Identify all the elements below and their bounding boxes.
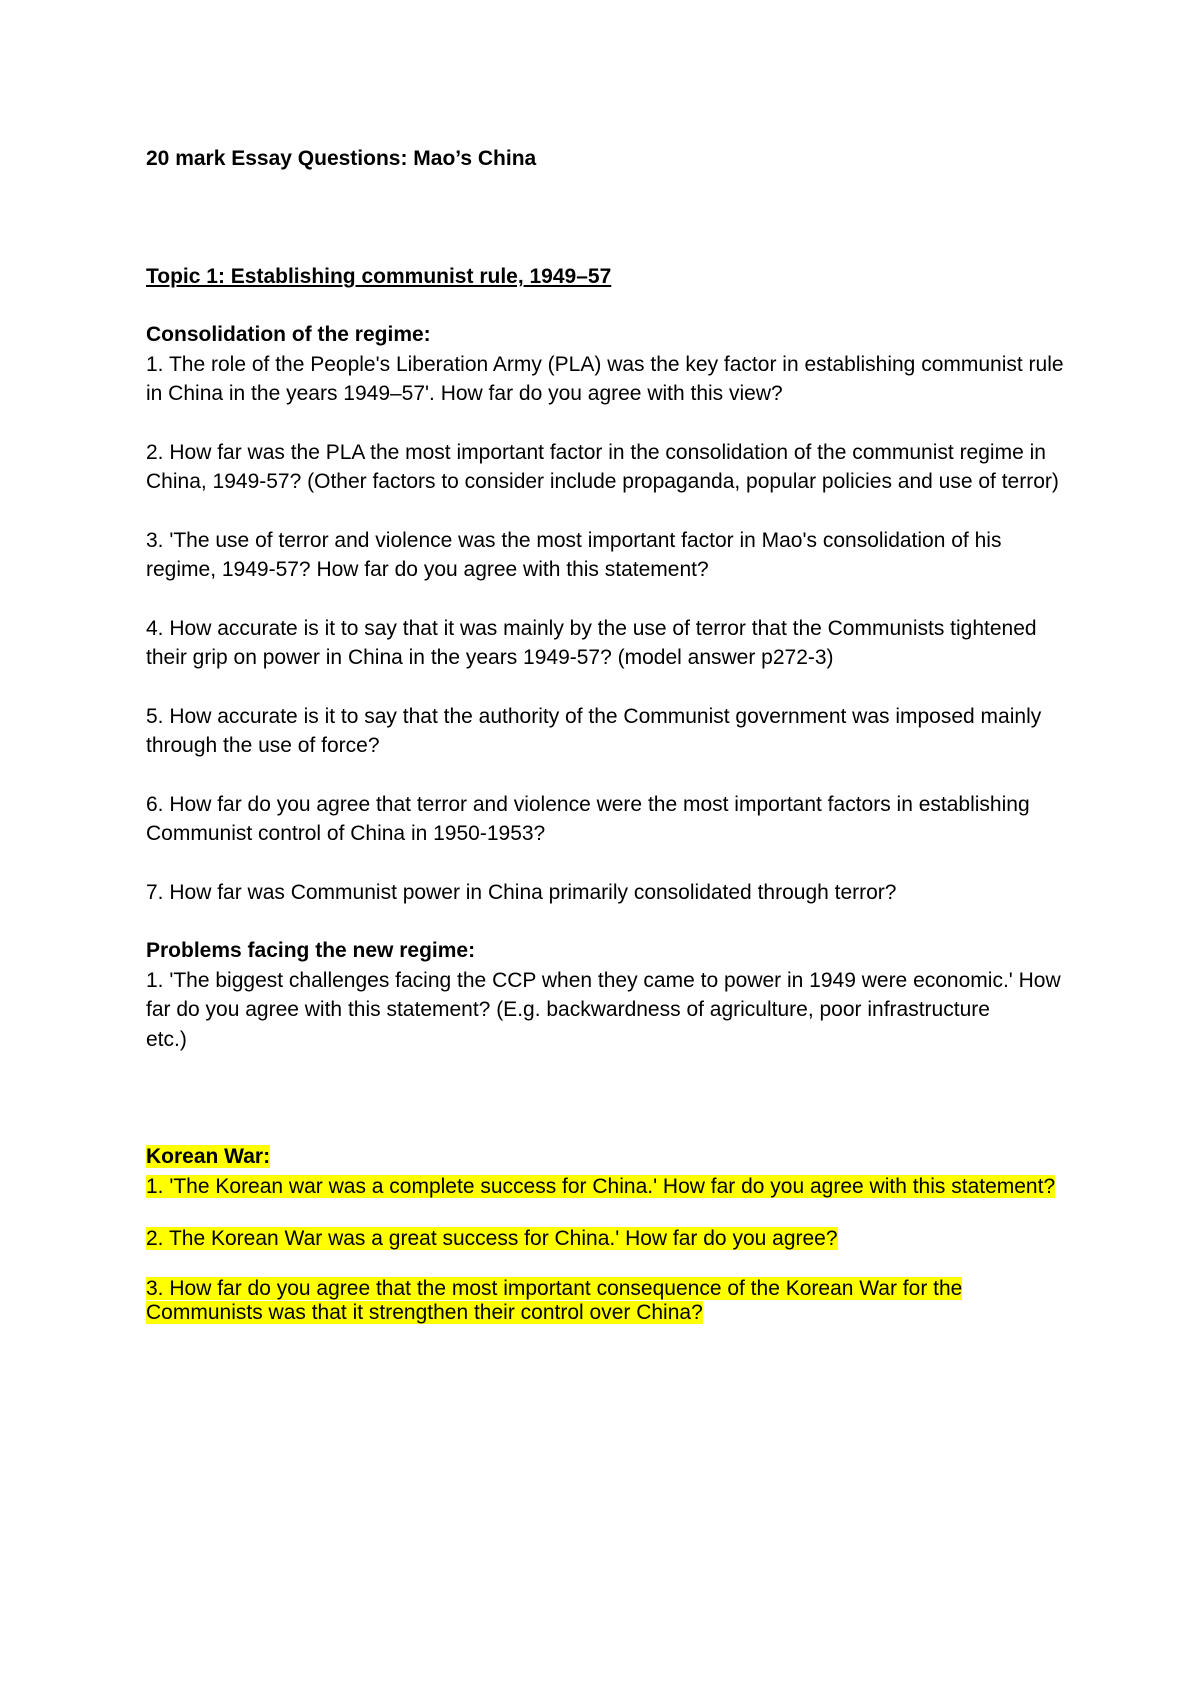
consolidation-question-7: 7. How far was Communist power in China primarily consolidated through terror?	[146, 880, 897, 904]
problems-question-1-continuation: etc.)	[146, 1027, 187, 1051]
korean-war-question-3-text: 3. How far do you agree that the most important consequence of the Korean War for the Communists was that it strengthen their control over China?	[146, 1276, 963, 1324]
consolidation-section	[146, 320, 1076, 907]
korean-war-question-1	[146, 1172, 1076, 1202]
consolidation-question-6: 6. How far do you agree that terror and violence were the most important factors in establishing Communist control of China in 1950-1953?	[146, 792, 1030, 845]
document-title: 20 mark Essay Questions: Mao’s China	[146, 147, 537, 170]
korean-war-question-1-text: 1. 'The Korean war was a complete success for China.' How far do you agree with this statement?	[146, 1174, 1056, 1198]
consolidation-question-3: 3. 'The use of terror and violence was the most important factor in Mao's consolidation of his regime, 1949-57? How far do you agree with this statement?	[146, 528, 1002, 581]
document-content	[146, 145, 1076, 1348]
consolidation-heading: Consolidation of the regime:	[146, 323, 431, 346]
topic-heading: Topic 1: Establishing communist rule, 1949–57	[146, 265, 612, 288]
korean-war-question-3	[146, 1277, 1076, 1325]
problems-question-1	[146, 966, 1076, 1055]
consolidation-question-4: 4. How accurate is it to say that it was mainly by the use of terror that the Communists tightened their grip on power in China in the years 1949-57? (model answer p272-3)	[146, 616, 1037, 669]
korean-war-heading-text: Korean War:	[146, 1145, 271, 1168]
korean-war-heading	[146, 1142, 1076, 1172]
consolidation-question-1: 1. The role of the People's Liberation Army (PLA) was the key factor in establishing communist rule in China in the years 1949–57'. How far do you agree with this view?	[146, 352, 1064, 405]
korean-war-section	[146, 1142, 1076, 1325]
problems-question-1-text: 1. 'The biggest challenges facing the CCP when they came to power in 1949 were economic.' How far do you agree with this statement? (E.g. backwardness of agriculture, poor infrastructure	[146, 968, 1061, 1021]
korean-war-question-2-text: 2. The Korean War was a great success for China.' How far do you agree?	[146, 1227, 838, 1250]
problems-heading: Problems facing the new regime:	[146, 939, 476, 962]
problems-section	[146, 936, 1076, 1054]
consolidation-question-2: 2. How far was the PLA the most important factor in the consolidation of the communist regime in China, 1949-57? (Other factors to consider include propaganda, popular policies and use of terror)	[146, 440, 1059, 493]
korean-war-question-2	[146, 1224, 1076, 1254]
consolidation-question-5: 5. How accurate is it to say that the authority of the Communist government was imposed mainly through the use of force?	[146, 704, 1042, 757]
